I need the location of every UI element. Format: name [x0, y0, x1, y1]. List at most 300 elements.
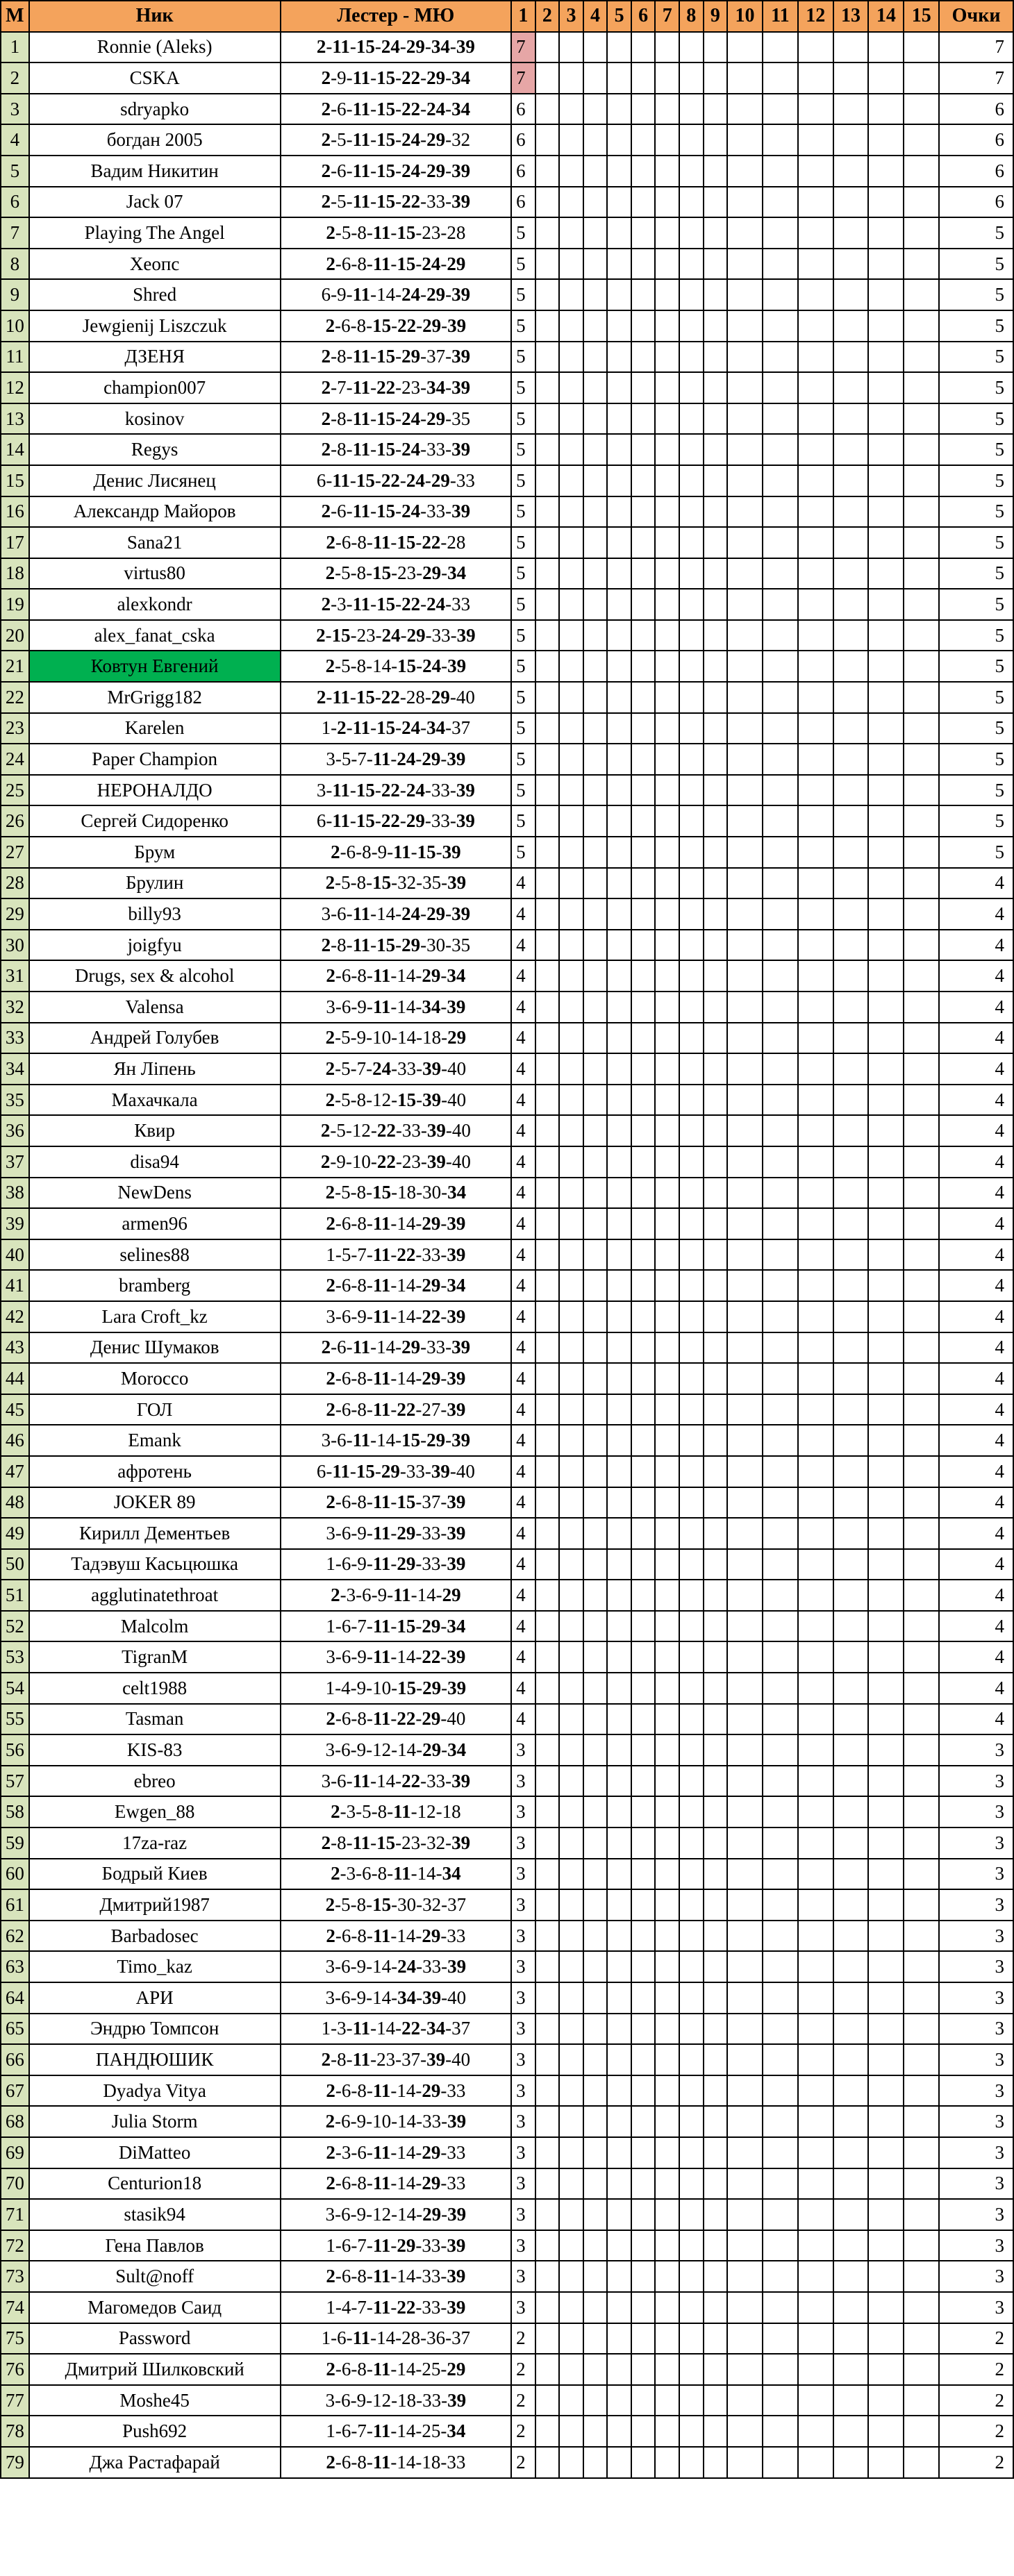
points-cell: 4 — [939, 960, 1013, 992]
tour-14-score-cell — [868, 1239, 904, 1271]
prediction-number: 5 — [337, 191, 347, 212]
tour-15-score-cell — [904, 2137, 939, 2168]
tour-4-score-cell — [583, 279, 608, 310]
tour-2-score-cell — [535, 713, 560, 744]
tour-4-score-cell — [583, 403, 608, 435]
tour-3-score-cell — [559, 805, 583, 837]
prediction-number: 33 — [422, 1553, 441, 1575]
tour-15-score-cell — [904, 2199, 939, 2230]
prediction-number: 15 — [356, 36, 375, 58]
tour-5-score-cell — [607, 2168, 631, 2200]
tour-11-score-cell — [763, 744, 798, 775]
tour-1-score-cell: 2 — [511, 2354, 535, 2385]
prediction-cell: 2-5-9-10-14-18-29 — [281, 1023, 511, 1054]
tour-8-score-cell — [679, 1889, 704, 1921]
prediction-number: 33 — [397, 1057, 417, 1079]
tour-13-score-cell — [833, 434, 869, 465]
prediction-number: 39 — [447, 1491, 466, 1513]
tour-12-score-cell — [798, 2168, 833, 2200]
tour-9-score-cell — [704, 2137, 728, 2168]
tour-5-score-cell — [607, 930, 631, 961]
prediction-number: 6 — [341, 1615, 351, 1637]
prediction-number: 8 — [356, 655, 367, 677]
prediction-number: 22 — [401, 67, 421, 88]
tour-9-score-cell — [704, 1859, 728, 1890]
tour-10-score-cell — [727, 62, 763, 94]
tour-2-score-cell — [535, 1394, 560, 1425]
points-cell: 5 — [939, 713, 1013, 744]
table-row — [1, 805, 1013, 837]
prediction-cell: 2-6-11-15-24-33-39 — [281, 496, 511, 528]
tour-6-score-cell — [631, 1641, 656, 1673]
table-row — [1, 1425, 1013, 1456]
tour-13-score-cell — [833, 1363, 869, 1394]
tour-3-score-cell — [559, 1023, 583, 1054]
tour-3-score-cell — [559, 558, 583, 589]
tour-5-score-cell — [607, 1982, 631, 2014]
tour-2-score-cell — [535, 1889, 560, 1921]
prediction-number: 1 — [321, 2327, 331, 2349]
tour-4-score-cell — [583, 2230, 608, 2261]
prediction-number: 7 — [356, 1057, 367, 1079]
table-row — [1, 1363, 1013, 1394]
prediction-number: 11 — [372, 996, 391, 1017]
prediction-number: 22 — [397, 1708, 416, 1730]
nick-cell: Бодрый Киев — [29, 1859, 281, 1890]
tour-1-score-cell: 3 — [511, 1921, 535, 1952]
tour-13-score-cell — [833, 1951, 869, 1982]
tour-15-score-cell — [904, 465, 939, 496]
tour-1-score-cell: 7 — [511, 62, 535, 94]
table-row — [1, 2106, 1013, 2137]
tour-1-score-cell: 2 — [511, 2385, 535, 2416]
table-row — [1, 744, 1013, 775]
tour-2-score-cell — [535, 1085, 560, 1116]
tour-9-score-cell — [704, 898, 728, 930]
prediction-number: 9 — [356, 2389, 367, 2411]
nick-cell: Денис Лисянец — [29, 465, 281, 496]
tour-10-score-cell — [727, 434, 763, 465]
tour-6-score-cell — [631, 1734, 656, 1766]
position-cell: 68 — [1, 2106, 29, 2137]
prediction-number: 11 — [352, 2018, 371, 2039]
tour-8-score-cell — [679, 992, 704, 1023]
prediction-cell: 2-5-11-15-22-33-39 — [281, 187, 511, 218]
tour-6-score-cell — [631, 403, 656, 435]
prediction-number: 14 — [397, 2266, 416, 2287]
prediction-number: 39 — [451, 346, 471, 367]
tour-15-score-cell — [904, 1611, 939, 1642]
points-cell: 5 — [939, 310, 1013, 342]
tour-12-score-cell — [798, 930, 833, 961]
tour-3-score-cell — [559, 1208, 583, 1239]
tour-6-score-cell — [631, 837, 656, 868]
nick-cell: Paper Champion — [29, 744, 281, 775]
prediction-number: 24 — [422, 253, 441, 274]
tour-6-score-cell — [631, 2261, 656, 2292]
prediction-number: 15 — [372, 872, 392, 894]
tour-4-score-cell — [583, 651, 608, 682]
prediction-cell: 3-6-11-14-24-29-39 — [281, 898, 511, 930]
table-row — [1, 1456, 1013, 1487]
position-cell: 57 — [1, 1766, 29, 1797]
prediction-cell: 1-4-9-10-15-29-39 — [281, 1673, 511, 1704]
tour-6-score-cell — [631, 2354, 656, 2385]
nick-cell: Гена Павлов — [29, 2230, 281, 2261]
tour-1-score-cell: 4 — [511, 960, 535, 992]
tour-13-score-cell — [833, 1178, 869, 1209]
tour-9-score-cell — [704, 682, 728, 713]
tour-8-score-cell — [679, 868, 704, 899]
prediction-number: 2 — [321, 67, 331, 88]
tour-3-score-cell — [559, 465, 583, 496]
position-cell: 20 — [1, 620, 29, 651]
tour-10-score-cell — [727, 2106, 763, 2137]
tour-10-score-cell — [727, 2075, 763, 2107]
tour-1-score-cell: 4 — [511, 1363, 535, 1394]
prediction-number: 3 — [326, 1646, 335, 1668]
tour-14-score-cell — [868, 1828, 904, 1859]
tour-15-score-cell — [904, 1332, 939, 1364]
tour-7-score-cell — [655, 2199, 679, 2230]
points-cell: 4 — [939, 1456, 1013, 1487]
tour-3-score-cell — [559, 1363, 583, 1394]
tour-11-score-cell — [763, 2261, 798, 2292]
tour-12-score-cell — [798, 837, 833, 868]
prediction-number: 2 — [331, 1801, 340, 1823]
nick-cell: Тадэвуш Касьцюшка — [29, 1549, 281, 1580]
tour-9-score-cell — [704, 1456, 728, 1487]
prediction-number: 9 — [356, 1987, 367, 2008]
points-cell: 4 — [939, 1146, 1013, 1178]
prediction-number: 1 — [321, 717, 331, 739]
tour-6-score-cell — [631, 1394, 656, 1425]
tour-12-score-cell — [798, 1208, 833, 1239]
prediction-number: 2 — [326, 1367, 335, 1389]
position-cell: 12 — [1, 372, 29, 403]
prediction-number: 40 — [447, 1708, 466, 1730]
tour-10-score-cell — [727, 1518, 763, 1549]
points-cell: 3 — [939, 1951, 1013, 1982]
prediction-number: 29 — [397, 1553, 416, 1575]
prediction-number: 9 — [357, 1646, 367, 1668]
tour-3-score-cell — [559, 2168, 583, 2200]
prediction-number: 8 — [357, 2080, 367, 2101]
tour-8-score-cell — [679, 1951, 704, 1982]
prediction-cell: 2-6-8-11-22-27-39 — [281, 1394, 511, 1425]
tour-8-score-cell — [679, 960, 704, 992]
tour-12-score-cell — [798, 1053, 833, 1085]
tour-3-score-cell — [559, 342, 583, 373]
tour-15-score-cell — [904, 837, 939, 868]
tour-3-score-cell — [559, 1456, 583, 1487]
tour-9-score-cell — [704, 1673, 728, 1704]
prediction-number: 8 — [357, 2173, 367, 2194]
tour-14-score-cell — [868, 2416, 904, 2447]
tour-3-score-cell — [559, 1146, 583, 1178]
tour-11-score-cell — [763, 2416, 798, 2447]
tour-15-score-cell — [904, 868, 939, 899]
tour-1-score-cell: 3 — [511, 2292, 535, 2323]
header-tour: 2 — [535, 1, 560, 32]
tour-5-score-cell — [607, 1641, 631, 1673]
prediction-number: 2 — [325, 315, 335, 336]
tour-5-score-cell — [607, 1921, 631, 1952]
prediction-number: 23 — [376, 2048, 396, 2070]
tour-12-score-cell — [798, 2447, 833, 2478]
nick-cell: Брум — [29, 837, 281, 868]
prediction-number: 14 — [397, 1212, 416, 1234]
prediction-number: 22 — [381, 779, 400, 801]
prediction-number: 11 — [332, 686, 350, 708]
prediction-number: 39 — [447, 315, 467, 336]
table-row — [1, 589, 1013, 620]
tour-5-score-cell — [607, 249, 631, 280]
nick-cell: NewDens — [29, 1178, 281, 1209]
prediction-number: 22 — [401, 1770, 421, 1791]
prediction-number: 39 — [447, 1956, 467, 1977]
tour-11-score-cell — [763, 62, 798, 94]
prediction-number: 33 — [401, 1120, 421, 1141]
prediction-number: 28 — [447, 221, 466, 243]
tour-3-score-cell — [559, 2014, 583, 2045]
prediction-number: 11 — [372, 531, 391, 553]
prediction-number: 39 — [447, 2234, 466, 2256]
prediction-number: 23 — [401, 1151, 421, 1172]
prediction-number: 15 — [397, 221, 416, 243]
prediction-number: 8 — [357, 1275, 367, 1296]
prediction-number: 6 — [341, 1491, 351, 1513]
table-row — [1, 1611, 1013, 1642]
prediction-number: 39 — [456, 624, 476, 646]
tour-12-score-cell — [798, 2354, 833, 2385]
tour-2-score-cell — [535, 187, 560, 218]
tour-11-score-cell — [763, 32, 798, 63]
tour-7-score-cell — [655, 62, 679, 94]
prediction-number: 11 — [352, 1770, 371, 1791]
prediction-number: 12 — [417, 1801, 436, 1823]
tour-9-score-cell — [704, 2447, 728, 2478]
tour-4-score-cell — [583, 992, 608, 1023]
tour-3-score-cell — [559, 2354, 583, 2385]
prediction-number: 37 — [451, 2327, 471, 2349]
tour-3-score-cell — [559, 2292, 583, 2323]
tour-14-score-cell — [868, 1425, 904, 1456]
tour-3-score-cell — [559, 156, 583, 187]
tour-8-score-cell — [679, 2292, 704, 2323]
tour-9-score-cell — [704, 1549, 728, 1580]
prediction-number: 22 — [401, 594, 421, 615]
prediction-cell: 2-3-6-9-11-14-29 — [281, 1580, 511, 1611]
prediction-number: 39 — [447, 2389, 467, 2411]
tour-5-score-cell — [607, 713, 631, 744]
tour-7-score-cell — [655, 1115, 679, 1146]
table-row — [1, 1208, 1013, 1239]
prediction-number: 2 — [321, 2048, 331, 2070]
prediction-number: 6 — [341, 1522, 351, 1544]
tour-2-score-cell — [535, 342, 560, 373]
prediction-number: 39 — [447, 1367, 466, 1389]
tour-4-score-cell — [583, 868, 608, 899]
tour-12-score-cell — [798, 992, 833, 1023]
prediction-number: 8 — [337, 934, 347, 955]
tour-11-score-cell — [763, 279, 798, 310]
points-cell: 6 — [939, 124, 1013, 156]
prediction-number: 8 — [357, 531, 367, 553]
tour-7-score-cell — [655, 2447, 679, 2478]
tour-9-score-cell — [704, 496, 728, 528]
tour-3-score-cell — [559, 1178, 583, 1209]
prediction-number: 29 — [422, 1367, 441, 1389]
tour-7-score-cell — [655, 1921, 679, 1952]
prediction-number: 6 — [341, 1367, 351, 1389]
prediction-cell: 1-6-7-11-29-33-39 — [281, 2230, 511, 2261]
tour-8-score-cell — [679, 124, 704, 156]
tour-10-score-cell — [727, 496, 763, 528]
tour-6-score-cell — [631, 1053, 656, 1085]
prediction-number: 9 — [377, 841, 388, 862]
prediction-number: 11 — [372, 965, 391, 987]
tour-15-score-cell — [904, 930, 939, 961]
tour-15-score-cell — [904, 1796, 939, 1828]
points-cell: 2 — [939, 2416, 1013, 2447]
tour-5-score-cell — [607, 1580, 631, 1611]
prediction-number: 2 — [325, 1182, 335, 1203]
points-cell: 4 — [939, 1178, 1013, 1209]
prediction-number: 3 — [346, 1584, 356, 1606]
tour-8-score-cell — [679, 2323, 704, 2355]
points-cell: 3 — [939, 2168, 1013, 2200]
tour-14-score-cell — [868, 2292, 904, 2323]
tour-9-score-cell — [704, 187, 728, 218]
prediction-number: 6 — [337, 1770, 347, 1791]
table-row — [1, 1518, 1013, 1549]
tour-9-score-cell — [704, 32, 728, 63]
points-cell: 4 — [939, 1518, 1013, 1549]
tour-6-score-cell — [631, 1611, 656, 1642]
tour-14-score-cell — [868, 1951, 904, 1982]
tour-2-score-cell — [535, 1301, 560, 1332]
tour-10-score-cell — [727, 960, 763, 992]
tour-4-score-cell — [583, 1641, 608, 1673]
prediction-cell: 1-2-11-15-24-34-37 — [281, 713, 511, 744]
nick-cell: Эндрю Томпсон — [29, 2014, 281, 2045]
prediction-cell: 3-6-9-14-34-39-40 — [281, 1982, 511, 2014]
tour-10-score-cell — [727, 1549, 763, 1580]
tour-14-score-cell — [868, 1023, 904, 1054]
table-row — [1, 1146, 1013, 1178]
prediction-number: 11 — [372, 2141, 391, 2163]
tour-5-score-cell — [607, 156, 631, 187]
table-row — [1, 156, 1013, 187]
tour-1-score-cell: 3 — [511, 2014, 535, 2045]
tour-10-score-cell — [727, 1889, 763, 1921]
prediction-number: 2 — [326, 1212, 335, 1234]
prediction-number: 6 — [341, 2451, 351, 2473]
tour-6-score-cell — [631, 2199, 656, 2230]
tour-5-score-cell — [607, 868, 631, 899]
prediction-number: 2 — [321, 376, 331, 398]
tour-3-score-cell — [559, 2447, 583, 2478]
tour-4-score-cell — [583, 1239, 608, 1271]
prediction-number: 15 — [372, 315, 392, 336]
prediction-number: 39 — [451, 376, 471, 398]
prediction-number: 15 — [356, 810, 375, 832]
tour-10-score-cell — [727, 2168, 763, 2200]
points-cell: 5 — [939, 620, 1013, 651]
tour-14-score-cell — [868, 310, 904, 342]
tour-5-score-cell — [607, 682, 631, 713]
position-cell: 52 — [1, 1611, 29, 1642]
tour-9-score-cell — [704, 1146, 728, 1178]
table-row — [1, 1734, 1013, 1766]
tour-9-score-cell — [704, 2106, 728, 2137]
tour-15-score-cell — [904, 1889, 939, 1921]
tour-13-score-cell — [833, 1270, 869, 1301]
table-row — [1, 1889, 1013, 1921]
tour-2-score-cell — [535, 2014, 560, 2045]
tour-10-score-cell — [727, 217, 763, 249]
nick-cell: Александр Майоров — [29, 496, 281, 528]
tour-6-score-cell — [631, 2385, 656, 2416]
nick-cell: Push692 — [29, 2416, 281, 2447]
tour-14-score-cell — [868, 930, 904, 961]
tour-14-score-cell — [868, 1487, 904, 1519]
nick-cell: Jack 07 — [29, 187, 281, 218]
tour-8-score-cell — [679, 1982, 704, 2014]
table-row — [1, 868, 1013, 899]
tour-10-score-cell — [727, 2199, 763, 2230]
prediction-number: 40 — [451, 1151, 471, 1172]
prediction-cell: 2-6-11-15-22-24-34 — [281, 94, 511, 125]
prediction-number: 5 — [341, 1027, 351, 1048]
header-tour: 7 — [655, 1, 679, 32]
prediction-number: 30 — [422, 1182, 442, 1203]
prediction-number: 30 — [426, 934, 446, 955]
tour-2-score-cell — [535, 1456, 560, 1487]
nick-cell: Dyadya Vitya — [29, 2075, 281, 2107]
tour-1-score-cell: 4 — [511, 930, 535, 961]
tour-11-score-cell — [763, 1951, 798, 1982]
tour-3-score-cell — [559, 1394, 583, 1425]
points-cell: 3 — [939, 2137, 1013, 2168]
prediction-number: 18 — [397, 2389, 417, 2411]
prediction-cell: 2-5-8-14-15-24-39 — [281, 651, 511, 682]
tour-1-score-cell: 5 — [511, 372, 535, 403]
tour-2-score-cell — [535, 1611, 560, 1642]
tour-7-score-cell — [655, 2385, 679, 2416]
tour-15-score-cell — [904, 1023, 939, 1054]
tour-12-score-cell — [798, 124, 833, 156]
tour-12-score-cell — [798, 868, 833, 899]
tour-9-score-cell — [704, 372, 728, 403]
prediction-cell: 2-6-8-11-14-29-33 — [281, 2168, 511, 2200]
tour-14-score-cell — [868, 837, 904, 868]
position-cell: 45 — [1, 1394, 29, 1425]
tour-3-score-cell — [559, 62, 583, 94]
tour-13-score-cell — [833, 1146, 869, 1178]
tour-3-score-cell — [559, 2416, 583, 2447]
position-cell: 31 — [1, 960, 29, 992]
tour-11-score-cell — [763, 992, 798, 1023]
tour-11-score-cell — [763, 682, 798, 713]
points-cell: 5 — [939, 249, 1013, 280]
position-cell: 34 — [1, 1053, 29, 1085]
tour-13-score-cell — [833, 1766, 869, 1797]
position-cell: 44 — [1, 1363, 29, 1394]
points-cell: 4 — [939, 1085, 1013, 1116]
tour-8-score-cell — [679, 805, 704, 837]
